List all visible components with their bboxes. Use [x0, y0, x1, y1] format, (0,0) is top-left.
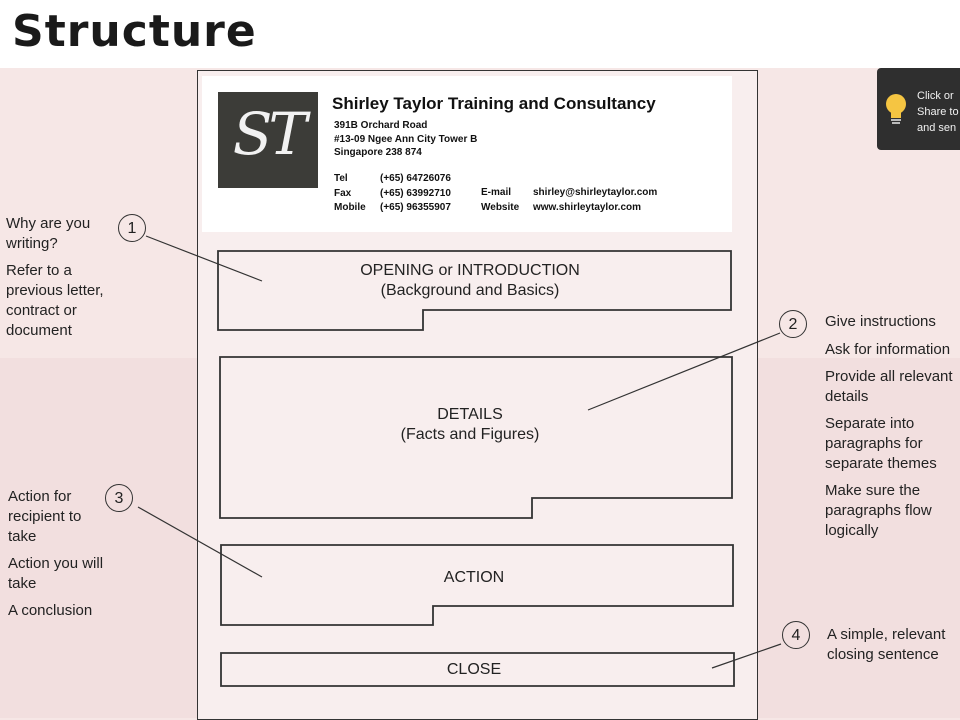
- tel-label: Tel: [334, 173, 348, 184]
- callout-note: Ask for information: [825, 341, 951, 358]
- slide-title: Structure: [12, 6, 257, 57]
- callout-note: Make sure the paragraphs flow logically: [825, 482, 932, 539]
- callout-notes-2: [825, 312, 955, 541]
- lightbulb-icon: [883, 92, 909, 126]
- action-label: ACTION: [443, 569, 505, 586]
- logo-monogram: ST: [232, 100, 304, 168]
- callout-note: Separate into paragraphs for separate themes: [825, 415, 937, 472]
- address-line: Singapore 238 874: [334, 147, 422, 158]
- opening-title: OPENING or INTRODUCTION: [360, 262, 580, 279]
- details-title: DETAILS: [437, 406, 503, 423]
- fax-value: (+65) 63992710: [380, 187, 451, 199]
- close-label: CLOSE: [446, 661, 502, 678]
- leader-line-1: [146, 236, 262, 281]
- details-subtitle: (Facts and Figures): [400, 426, 540, 443]
- address-line: 391B Orchard Road: [334, 120, 428, 131]
- tip-line: and sen: [917, 122, 957, 134]
- tel-value: (+65) 64726076: [380, 173, 451, 184]
- callout-note: A simple, relevant closing sentence: [827, 626, 946, 663]
- company-name: Shirley Taylor Training and Consultancy: [332, 94, 656, 113]
- callout-number-4: 4: [782, 621, 810, 649]
- callout-note: Refer to a previous letter, contract or document: [6, 262, 104, 339]
- callout-number-1: 1: [118, 214, 146, 242]
- email-value: shirley@shirleytaylor.com: [533, 187, 658, 198]
- email-label: E-mail: [481, 187, 512, 198]
- callout-note: Why are you writing?: [6, 215, 91, 252]
- callout-note: Provide all relevant details: [825, 368, 953, 405]
- callout-note: Give instructions: [825, 313, 936, 330]
- tip-text: [917, 88, 959, 136]
- callout-note: Action you will take: [8, 555, 104, 592]
- tip-line: Share to: [917, 106, 959, 118]
- fax-label: Fax: [334, 187, 352, 199]
- details-label: [320, 405, 620, 445]
- opening-label: [300, 261, 640, 301]
- callout-notes-3: [8, 487, 104, 621]
- callout-note: A conclusion: [8, 602, 93, 619]
- website-label: Website: [481, 201, 520, 213]
- tip-line: Click or: [917, 90, 954, 102]
- callout-notes-4: [827, 625, 953, 665]
- mobile-value: (+65) 96355907: [380, 202, 451, 213]
- callout-notes-1: [6, 214, 110, 341]
- callout-number-3: 3: [105, 484, 133, 512]
- leader-line-2: [588, 333, 780, 410]
- address-line: #13-09 Ngee Ann City Tower B: [334, 133, 478, 145]
- callout-number-2: 2: [779, 310, 807, 338]
- tip-popup[interactable]: [877, 68, 960, 150]
- callout-note: Action for recipient to take: [8, 488, 82, 545]
- mobile-label: Mobile: [334, 202, 366, 213]
- website-value: www.shirleytaylor.com: [533, 201, 642, 213]
- leader-line-4: [712, 644, 781, 668]
- opening-subtitle: (Background and Basics): [380, 282, 560, 299]
